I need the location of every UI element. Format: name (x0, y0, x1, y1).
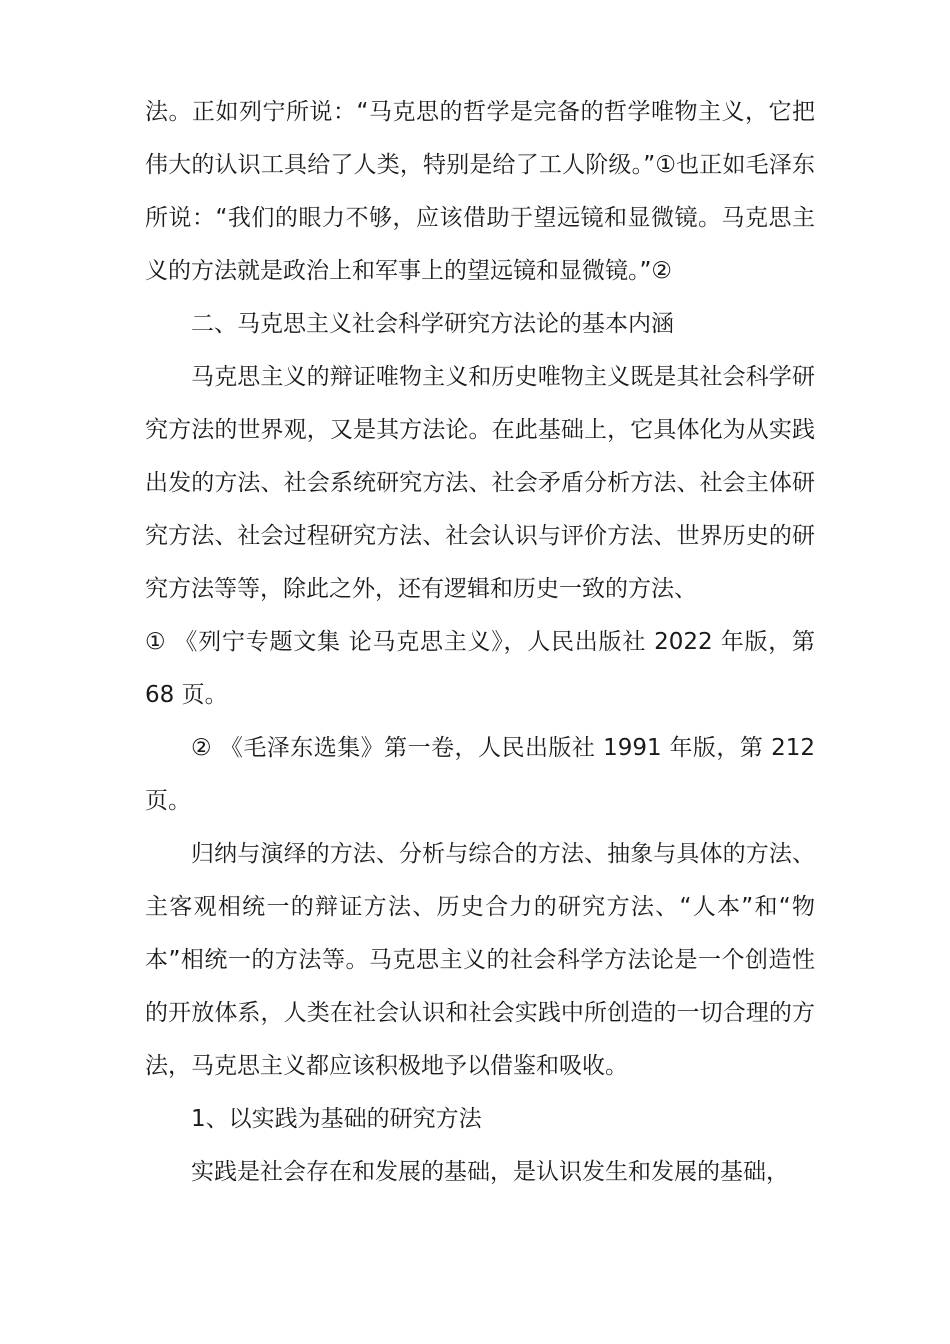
footnote-2: ② 《毛泽东选集》第一卷，人民出版社 1991 年版，第 212 页。 (145, 735, 815, 814)
paragraph-lenin-mao-quotes: 法。正如列宁所说：“马克思的哲学是完备的哲学唯物主义，它把伟大的认识工具给了人类，特别是给了工人阶级。”①也正如毛泽东所说：“我们的眼力不够，应该借助于望远镜和显微镜。马克思主义的方法就是政治上和军事上的望远镜和显微镜。”② (145, 99, 815, 284)
paragraph-basis: 马克思主义的辩证唯物主义和历史唯物主义既是其社会科学研究方法的世界观，又是其方法论。在此基础上，它具体化为从实践出发的方法、社会系统研究方法、社会矛盾分析方法、社会主体研究方法、社会过程研究方法、社会认识与评价方法、世界历史的研究方法等等，除此之外，还有逻辑和历史一致的方法、 (145, 364, 815, 602)
footnote-1: ① 《列宁专题文集 论马克思主义》，人民出版社 2022 年版，第68 页。 (145, 629, 815, 708)
section-heading-two: 二、马克思主义社会科学研究方法论的基本内涵 (191, 311, 674, 337)
document-body (145, 86, 815, 1199)
subsection-heading-practice: 1、以实践为基础的研究方法 (191, 1106, 482, 1132)
paragraph-methods: 归纳与演绎的方法、分析与综合的方法、抽象与具体的方法、主客观相统一的辩证方法、历史合力的研究方法、“人本”和“物本”相统一的方法等。马克思主义的社会科学方法论是一个创造性的开放体系，人类在社会认识和社会实践中所创造的一切合理的方法，马克思主义都应该积极地予以借鉴和吸收。 (145, 841, 815, 1079)
paragraph-practice: 实践是社会存在和发展的基础，是认识发生和发展的基础， (191, 1159, 789, 1185)
